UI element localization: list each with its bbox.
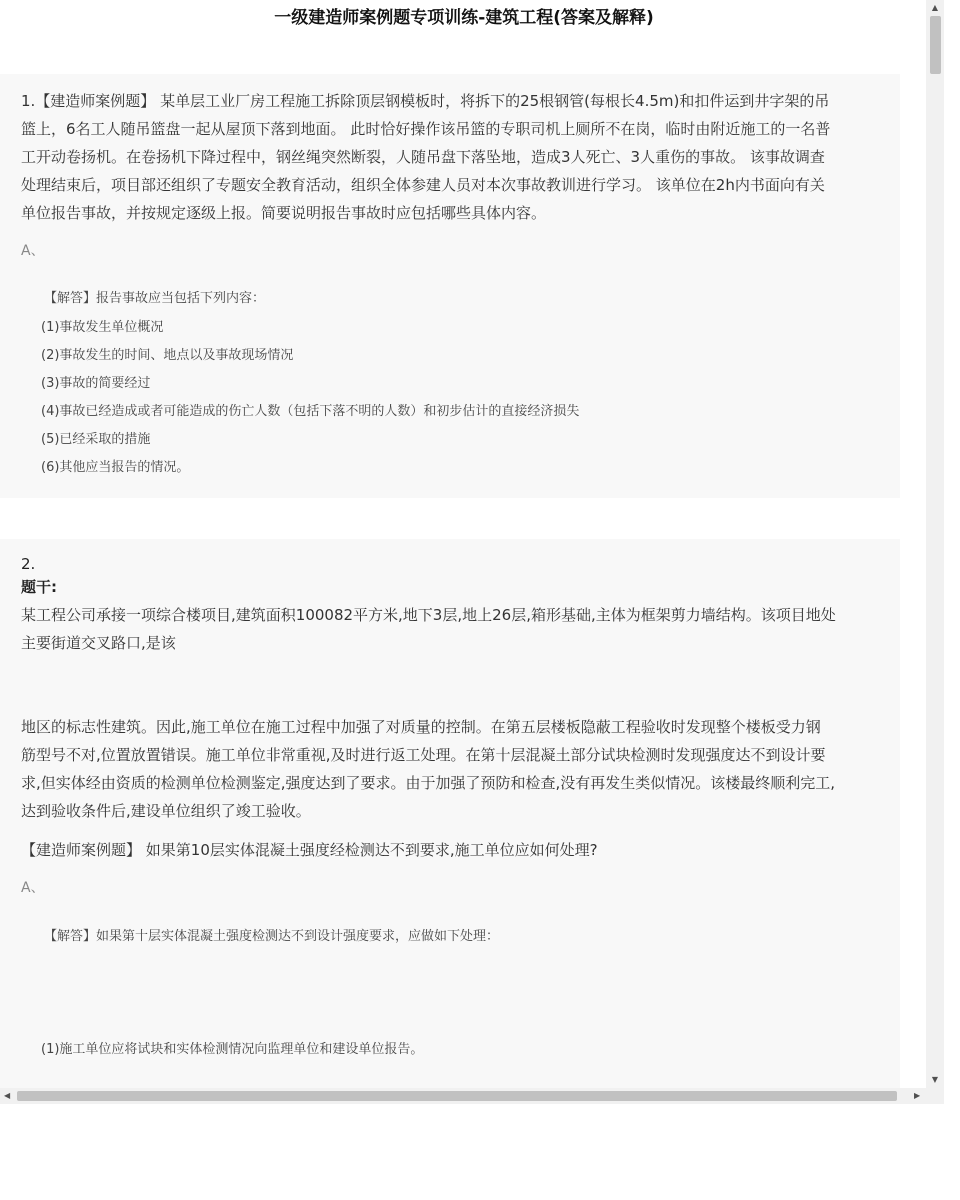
question-2-stem-line: 主要街道交叉路口,是该 (21, 634, 176, 652)
page-title: 一级建造师案例题专项训练-建筑工程(答案及解释) (274, 8, 654, 28)
question-2-answer-item: (1)施工单位应将试块和实体检测情况向监理单位和建设单位报告。 (41, 1042, 424, 1057)
question-2-question: 【建造师案例题】 如果第10层实体混凝土强度经检测达不到要求,施工单位应如何处理? (21, 841, 598, 859)
question-1-stem-line: 工开动卷扬机。在卷扬机下降过程中，钢丝绳突然断裂，人随吊盘下落坠地，造成3人死亡、3人重伤的事故。 该事故调查 (21, 148, 825, 166)
question-2-stem-line: 求,但实体经由资质的检测单位检测鉴定,强度达到了要求。由于加强了预防和检查,没有再发生类似情况。该楼最终顺利完工, (21, 774, 836, 792)
scroll-up-arrow-icon[interactable]: ▲ (931, 3, 939, 12)
question-1-stem-line: 1.【建造师案例题】 某单层工业厂房工程施工拆除顶层钢模板时，将拆下的25根钢管(每根长4.5m)和扣件运到井字架的吊 (21, 92, 830, 110)
question-1-answer-item: (3)事故的简要经过 (41, 376, 151, 391)
vertical-scroll-thumb[interactable] (930, 16, 941, 74)
question-1-option-a[interactable]: A、 (21, 243, 45, 259)
question-card-2 (0, 539, 900, 1088)
question-2-answer-heading: 【解答】如果第十层实体混凝土强度检测达不到设计强度要求，应做如下处理： (44, 929, 500, 944)
question-1-answer-item: (2)事故发生的时间、地点以及事故现场情况 (41, 348, 294, 363)
question-2-number: 2. (21, 555, 36, 573)
question-2-stem-line: 达到验收条件后,建设单位组织了竣工验收。 (21, 802, 311, 820)
question-card-1 (0, 74, 900, 498)
question-1-stem-line: 单位报告事故，并按规定逐级上报。简要说明报告事故时应包括哪些具体内容。 (21, 204, 547, 222)
question-1-answer-item: (1)事故发生单位概况 (41, 320, 164, 335)
scroll-left-arrow-icon[interactable]: ◀ (4, 1091, 11, 1100)
question-1-answer-heading: 【解答】报告事故应当包括下列内容： (44, 291, 266, 306)
horizontal-scroll-thumb[interactable] (17, 1091, 897, 1101)
question-1-answer-item: (5)已经采取的措施 (41, 432, 151, 447)
question-1-stem-line: 处理结束后，项目部还组织了专题安全教育活动，组织全体参建人员对本次事故教训进行学习。 该单位在2h内书面向有关 (21, 176, 825, 194)
vertical-scrollbar[interactable] (926, 0, 944, 1088)
horizontal-scrollbar[interactable] (0, 1088, 926, 1104)
scrollbar-corner (926, 1088, 944, 1104)
question-2-stem-line: 筋型号不对,位置放置错误。施工单位非常重视,及时进行返工处理。在第十层混凝土部分试块检测时发现强度达不到设计要 (21, 746, 826, 764)
question-1-answer-item: (4)事故已经造成或者可能造成的伤亡人数（包括下落不明的人数）和初步估计的直接经济损失 (41, 404, 580, 419)
scroll-down-arrow-icon[interactable]: ▼ (931, 1075, 939, 1084)
scroll-right-arrow-icon[interactable]: ▶ (914, 1091, 921, 1100)
question-2-stem-title: 题干: (21, 578, 57, 596)
question-1-stem-line: 篮上，6名工人随吊篮盘一起从屋顶下落到地面。 此时恰好操作该吊篮的专职司机上厕所不在岗，临时由附近施工的一名普 (21, 120, 831, 138)
question-1-answer-item: (6)其他应当报告的情况。 (41, 460, 190, 475)
question-2-option-a[interactable]: A、 (21, 880, 45, 896)
question-2-stem-line: 某工程公司承接一项综合楼项目,建筑面积100082平方米,地下3层,地上26层,箱形基础,主体为框架剪力墙结构。该项目地处 (21, 606, 836, 624)
question-2-stem-line: 地区的标志性建筑。因此,施工单位在施工过程中加强了对质量的控制。在第五层楼板隐蔽工程验收时发现整个楼板受力钢 (21, 718, 821, 736)
